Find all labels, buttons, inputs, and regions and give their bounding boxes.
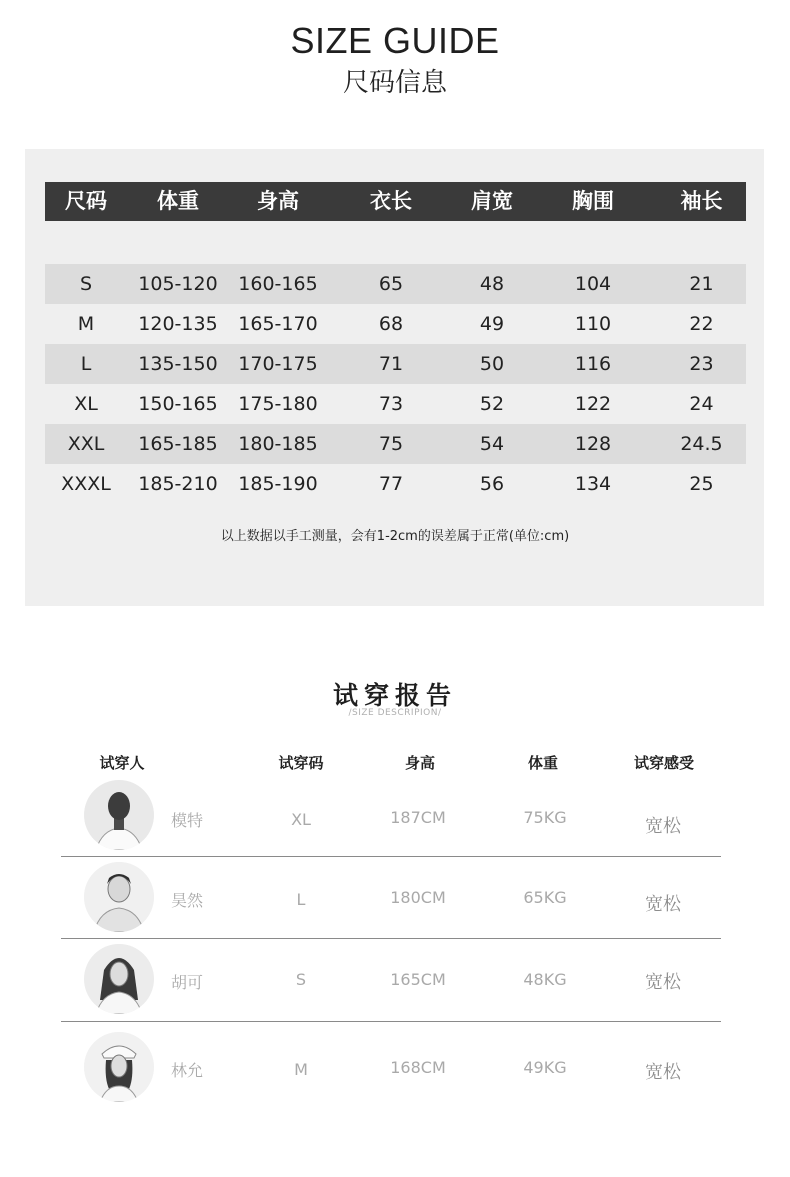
size-table-body xyxy=(45,264,746,504)
row-divider xyxy=(61,856,721,857)
table-row xyxy=(45,424,746,464)
tester-height: 165CM xyxy=(390,970,446,989)
cell-weight: 165-185 xyxy=(138,433,218,455)
header-size: 尺码 xyxy=(65,189,107,213)
cell-size: XXL xyxy=(67,433,105,455)
cell-chest: 110 xyxy=(574,313,612,335)
cell-weight: 150-165 xyxy=(138,393,218,415)
tester-weight: 49KG xyxy=(523,1058,567,1077)
tester-name: 林允 xyxy=(171,1061,204,1080)
header-shoulder: 肩宽 xyxy=(471,189,513,213)
header-try-size: 试穿码 xyxy=(278,754,324,772)
tester-weight: 75KG xyxy=(523,808,567,827)
tester-weight: 48KG xyxy=(523,970,567,989)
cell-chest: 104 xyxy=(574,273,612,295)
cell-size: XXXL xyxy=(61,473,111,495)
header-height: 身高 xyxy=(257,189,299,213)
avatar xyxy=(84,862,154,932)
try-on-header xyxy=(0,752,790,774)
tester-weight: 65KG xyxy=(523,888,567,907)
table-row xyxy=(45,304,746,344)
header-tester: 试穿人 xyxy=(99,754,145,772)
cell-shoulder: 50 xyxy=(479,353,505,375)
tester-size: M xyxy=(294,1060,308,1079)
cell-sleeve: 23 xyxy=(689,353,714,375)
tester-size: S xyxy=(295,970,307,989)
cell-height: 180-185 xyxy=(238,433,318,455)
size-guide-title-cn: 尺码信息 xyxy=(342,68,447,98)
cell-height: 185-190 xyxy=(238,473,318,495)
cell-length: 77 xyxy=(378,473,404,495)
cell-chest: 116 xyxy=(574,353,612,375)
tester-height: 187CM xyxy=(390,808,446,827)
cell-length: 65 xyxy=(378,273,404,295)
cell-size: S xyxy=(79,273,93,295)
cell-weight: 120-135 xyxy=(138,313,218,335)
tester-feel: 宽松 xyxy=(645,972,681,993)
table-row xyxy=(45,464,746,504)
avatar xyxy=(84,780,154,850)
tester-name: 昊然 xyxy=(171,891,204,910)
cell-chest: 134 xyxy=(574,473,612,495)
avatar xyxy=(84,944,154,1014)
cell-height: 175-180 xyxy=(238,393,318,415)
tester-height: 180CM xyxy=(390,888,446,907)
row-divider xyxy=(61,938,721,939)
cell-weight: 105-120 xyxy=(138,273,218,295)
cell-shoulder: 52 xyxy=(479,393,505,415)
table-row xyxy=(45,344,746,384)
tester-size: L xyxy=(296,890,306,909)
cell-shoulder: 56 xyxy=(479,473,505,495)
cell-size: L xyxy=(80,353,92,375)
tester-height: 168CM xyxy=(390,1058,446,1077)
avatar xyxy=(84,1032,154,1102)
tester-size: XL xyxy=(291,810,311,829)
cell-length: 68 xyxy=(378,313,404,335)
tester-feel: 宽松 xyxy=(645,894,681,915)
tester-feel: 宽松 xyxy=(645,1062,681,1083)
cell-sleeve: 22 xyxy=(689,313,714,335)
cell-length: 75 xyxy=(378,433,404,455)
table-row xyxy=(45,384,746,424)
header-height: 身高 xyxy=(404,754,436,772)
measurement-note: 以上数据以手工测量，会有1-2cm的误差属于正常(单位:cm) xyxy=(220,529,570,544)
size-guide-title: SIZE GUIDE xyxy=(290,20,500,61)
cell-shoulder: 48 xyxy=(479,273,505,295)
cell-sleeve: 25 xyxy=(689,473,714,495)
cell-size: M xyxy=(77,313,95,335)
row-divider xyxy=(61,1021,721,1022)
cell-height: 165-170 xyxy=(238,313,318,335)
cell-sleeve: 24 xyxy=(689,393,714,415)
cell-chest: 122 xyxy=(574,393,612,415)
cell-size: XL xyxy=(74,393,98,415)
cell-weight: 185-210 xyxy=(138,473,218,495)
header-sleeve: 袖长 xyxy=(680,189,723,213)
table-row xyxy=(45,264,746,304)
cell-length: 73 xyxy=(378,393,404,415)
header-length: 衣长 xyxy=(370,189,412,213)
cell-sleeve: 21 xyxy=(689,273,714,295)
cell-weight: 135-150 xyxy=(138,353,218,375)
cell-shoulder: 54 xyxy=(479,433,505,455)
cell-shoulder: 49 xyxy=(479,313,505,335)
cell-length: 71 xyxy=(378,353,404,375)
header-weight: 体重 xyxy=(157,189,199,213)
try-on-title: 试穿报告 xyxy=(332,681,457,710)
try-on-subtitle: /SIZE DESCRIPION/ xyxy=(348,708,442,718)
size-table-header xyxy=(45,182,746,221)
header-feel: 试穿感受 xyxy=(633,754,695,772)
cell-height: 160-165 xyxy=(238,273,318,295)
tester-name: 模特 xyxy=(171,811,204,830)
tester-name: 胡可 xyxy=(171,973,204,992)
header-weight: 体重 xyxy=(527,754,559,772)
header-chest: 胸围 xyxy=(572,189,614,213)
cell-chest: 128 xyxy=(574,433,612,455)
tester-feel: 宽松 xyxy=(645,816,681,837)
cell-sleeve: 24.5 xyxy=(680,433,723,455)
cell-height: 170-175 xyxy=(238,353,318,375)
